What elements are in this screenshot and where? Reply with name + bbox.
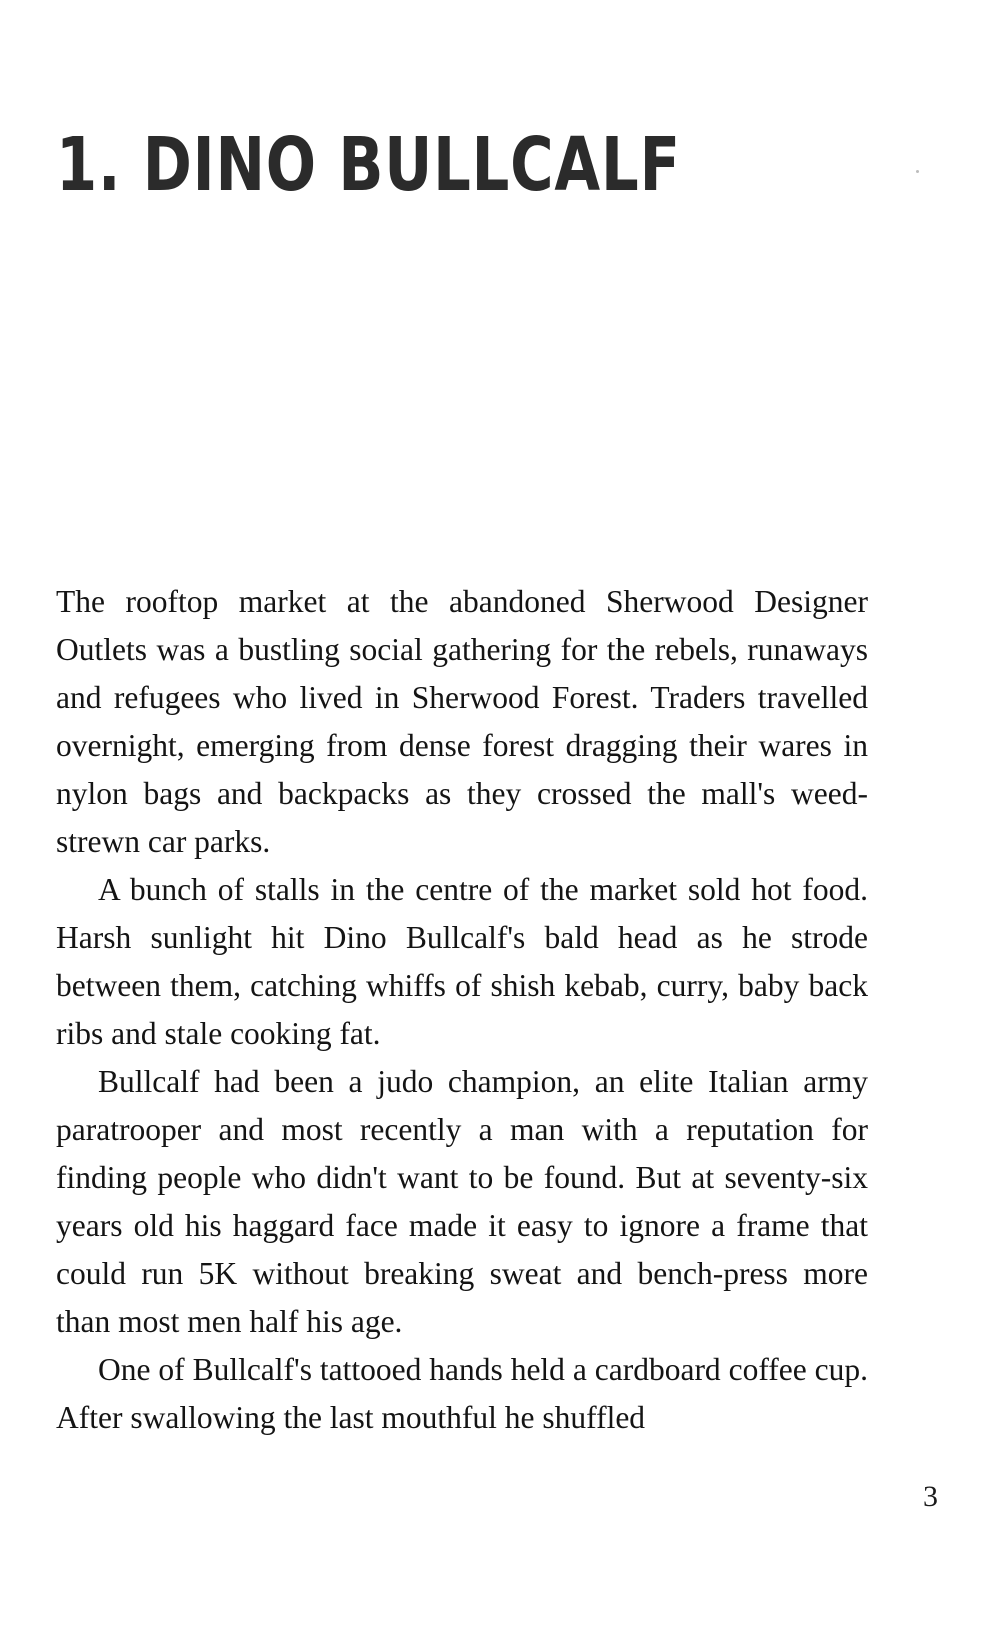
paragraph: One of Bullcalf's tattooed hands held a cardboard coffee cup. After swallowing the last mouthful he shuffled [56, 1352, 868, 1435]
paragraph: Bullcalf had been a judo champion, an elite Italian army paratrooper and most recently a man with a reputation for finding people who didn't want to be found. But at seventy-six years old his haggard face made it easy to ignore a frame that could run 5K without breaking sweat and bench-press more than most men half his age. [56, 1064, 868, 1339]
page-number: 3 [923, 1480, 938, 1513]
paragraph: The rooftop market at the abandoned Sherwood Designer Outlets was a bustling social gathering for the rebels, runaways and refugees who lived in Sherwood Forest. Traders travelled overnight, emerging from dense forest dragging their wares in nylon bags and backpacks as they crossed the mall's weed-strewn car parks. [56, 584, 868, 859]
chapter-title: 1. DINO BULLCALF [56, 121, 681, 208]
body-text [56, 578, 868, 1442]
paragraph: A bunch of stalls in the centre of the market sold hot food. Harsh sunlight hit Dino Bullcalf's bald head as he strode between them, catching whiffs of shish kebab, curry, baby back ribs and stale cooking fat. [56, 872, 868, 1051]
ink-speck [916, 170, 919, 173]
